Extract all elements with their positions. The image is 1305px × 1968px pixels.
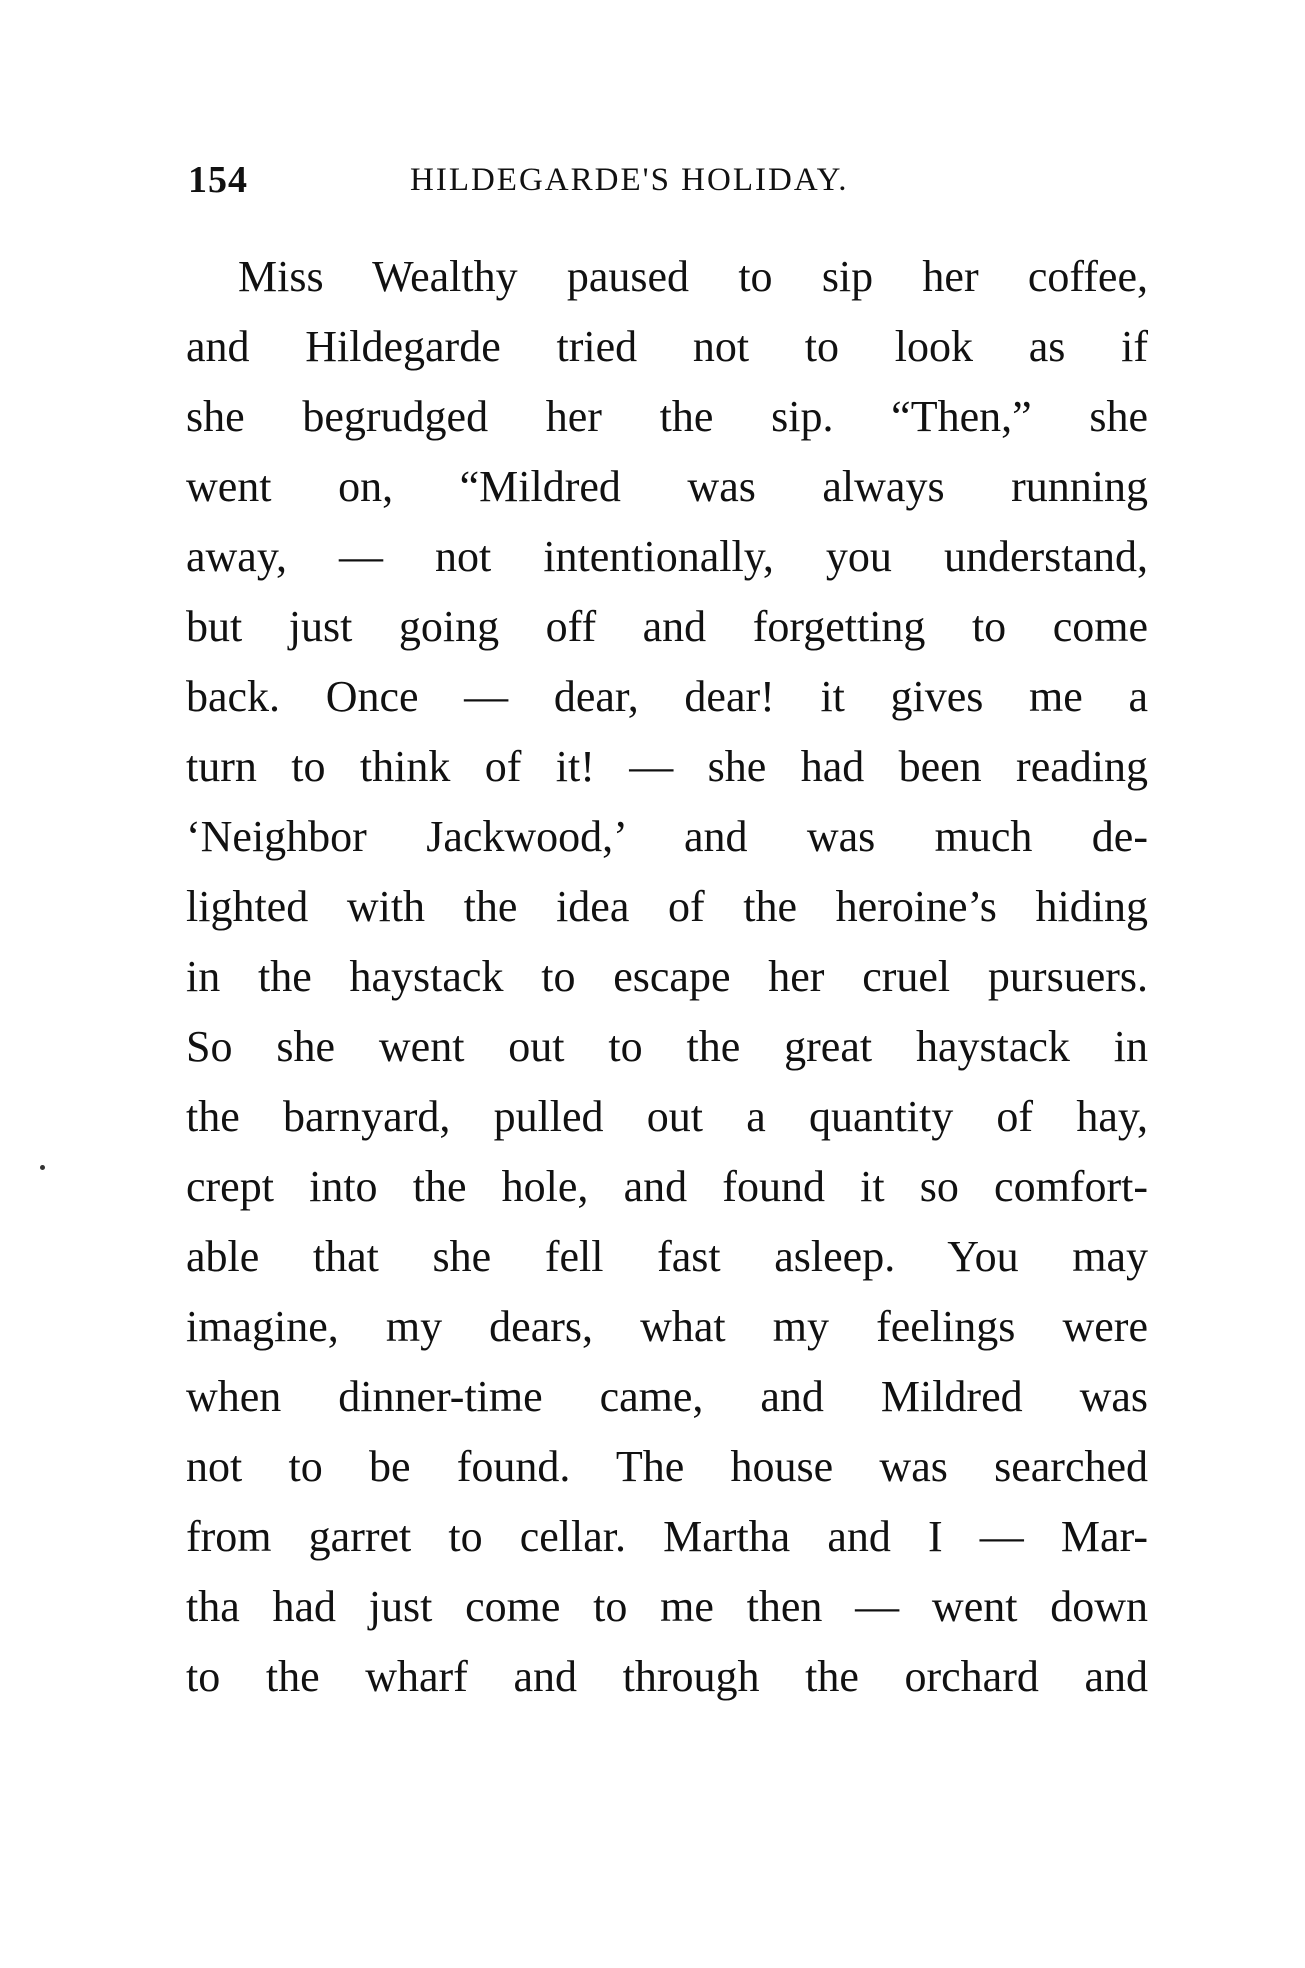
running-head — [188, 158, 1148, 208]
text-line: ‘Neighbor Jackwood,’ and was much de- — [186, 812, 1148, 861]
text-line: but just going off and forgetting to come — [186, 602, 1148, 651]
text-line: lighted with the idea of the heroine’s hiding — [186, 882, 1148, 931]
text-line: crept into the hole, and found it so comfort- — [186, 1162, 1148, 1211]
body-text — [186, 242, 1148, 1712]
text-line: the barnyard, pulled out a quantity of hay, — [186, 1092, 1148, 1141]
text-line: she begrudged her the sip. “Then,” she — [186, 392, 1148, 441]
text-line: So she went out to the great haystack in — [186, 1022, 1148, 1071]
text-line: tha had just come to me then — went down — [186, 1582, 1148, 1631]
text-line: to the wharf and through the orchard and — [186, 1652, 1148, 1701]
text-line: Miss Wealthy paused to sip her coffee, — [238, 252, 1148, 301]
page-number: 154 — [188, 159, 248, 201]
text-line: not to be found. The house was searched — [186, 1442, 1148, 1491]
ink-speck — [40, 1165, 45, 1170]
running-title: HILDEGARDE'S HOLIDAY. — [410, 162, 849, 198]
text-line: from garret to cellar. Martha and I — Mar- — [186, 1512, 1148, 1561]
text-line: back. Once — dear, dear! it gives me a — [186, 672, 1148, 721]
text-line: turn to think of it! — she had been reading — [186, 742, 1148, 791]
text-line: away, — not intentionally, you understand, — [186, 532, 1148, 581]
text-line: imagine, my dears, what my feelings were — [186, 1302, 1148, 1351]
text-line: when dinner-time came, and Mildred was — [186, 1372, 1148, 1421]
text-line: in the haystack to escape her cruel pursuers. — [186, 952, 1148, 1001]
text-line: and Hildegarde tried not to look as if — [186, 322, 1148, 371]
text-line: went on, “Mildred was always running — [186, 462, 1148, 511]
text-line: able that she fell fast asleep. You may — [186, 1232, 1148, 1281]
